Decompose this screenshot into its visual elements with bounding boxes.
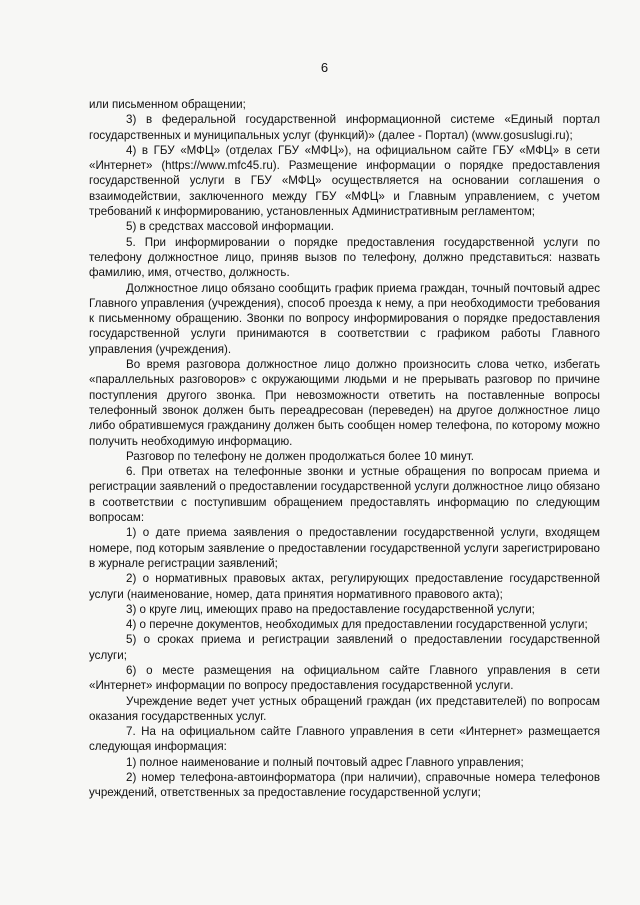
paragraph: 5. При информировании о порядке предоставления государственной услуги по телефону должностное лицо, приняв вызов по телефону, должно представиться: назвать фамилию, имя, отчество, должность.	[89, 235, 600, 280]
paragraph: 3) в федеральной государственной информационной системе «Единый портал государственных и муниципальных услуг (функций)» (далее - Портал) (www.gosuslugi.ru);	[89, 113, 600, 142]
paragraph: 5) о сроках приема и регистрации заявлений о предоставлении государственной услуги;	[89, 633, 600, 662]
paragraph: 6) о месте размещения на официальном сайте Главного управления в сети «Интернет» информации по вопросу предоставления государственной услуги.	[89, 663, 600, 693]
paragraph: 1) полное наименование и полный почтовый адрес Главного управления;	[126, 755, 524, 769]
paragraph: Во время разговора должностное лицо должно произносить слова четко, избегать «параллельных разговоров» с окружающими людьми и не прерывать разговор по причине поступления другого звонка. При невозможности ответить на поставленные вопросы телефонный звонок должен быть переадресован (переведен) на другое должностное лицо либо обратившемуся гражданину должен быть сообщен номер телефона, по которому можно получить необходимую информацию.	[89, 358, 600, 448]
paragraph: Должностное лицо обязано сообщить график приема граждан, точный почтовый адрес Главного управления (учреждения), способ проезда к нему, а при необходимости требования к письменному обращению. Звонки по вопросу информирования о порядке предоставления государственной услуги принимаются в соответствии с графиком работы Главного управления (учреждения).	[89, 281, 600, 356]
paragraph: или письменном обращении;	[89, 98, 246, 111]
page-number: 6	[320, 60, 329, 75]
paragraph: 2) о нормативных правовых актах, регулирующих предоставление государственной услуги (наименование, номер, дата принятия нормативного правового акта);	[89, 572, 600, 601]
paragraph: 4) о перечне документов, необходимых для предоставлении государственной услуги;	[126, 618, 588, 632]
paragraph: Разговор по телефону не должен продолжаться более 10 минут.	[126, 449, 474, 463]
paragraph: Учреждение ведет учет устных обращений граждан (их представителей) по вопросам оказания государственных услуг.	[89, 694, 600, 723]
paragraph: 5) в средствах массовой информации.	[126, 220, 335, 234]
paragraph: 3) о круге лиц, имеющих право на предоставление государственной услуги;	[126, 602, 535, 616]
paragraph: 2) номер телефона-автоинформатора (при наличии), справочные номера телефонов учреждений, ответственных за предоставление государственной услуги;	[89, 771, 600, 800]
document-body	[89, 97, 600, 801]
paragraph: 1) о дате приема заявления о предоставлении государственной услуги, входящем номере, под которым заявление о предоставлении государственной услуги зарегистрировано в журнале регистрации заявлений;	[89, 526, 600, 570]
paragraph: 6. При ответах на телефонные звонки и устные обращения по вопросам приема и регистрации заявлений о предоставлении государственной услуги должностное лицо обязано в соответствии с поступившим обращением предоставлять информацию по следующим вопросам:	[89, 465, 600, 525]
paragraph: 7. На на официальном сайте Главного управления в сети «Интернет» размещается следующая информация:	[89, 725, 600, 754]
paragraph: 4) в ГБУ «МФЦ» (отделах ГБУ «МФЦ»), на официальном сайте ГБУ «МФЦ» в сети «Интернет» (https://www.mfc45.ru). Размещение информации о порядке предоставления государственной услуги в ГБУ «МФЦ» осуществляется на основании соглашения о взаимодействии, заключенного между ГБУ «МФЦ» и Главным управлением, с учетом требований к информированию, установленных Административным регламентом;	[89, 143, 600, 219]
